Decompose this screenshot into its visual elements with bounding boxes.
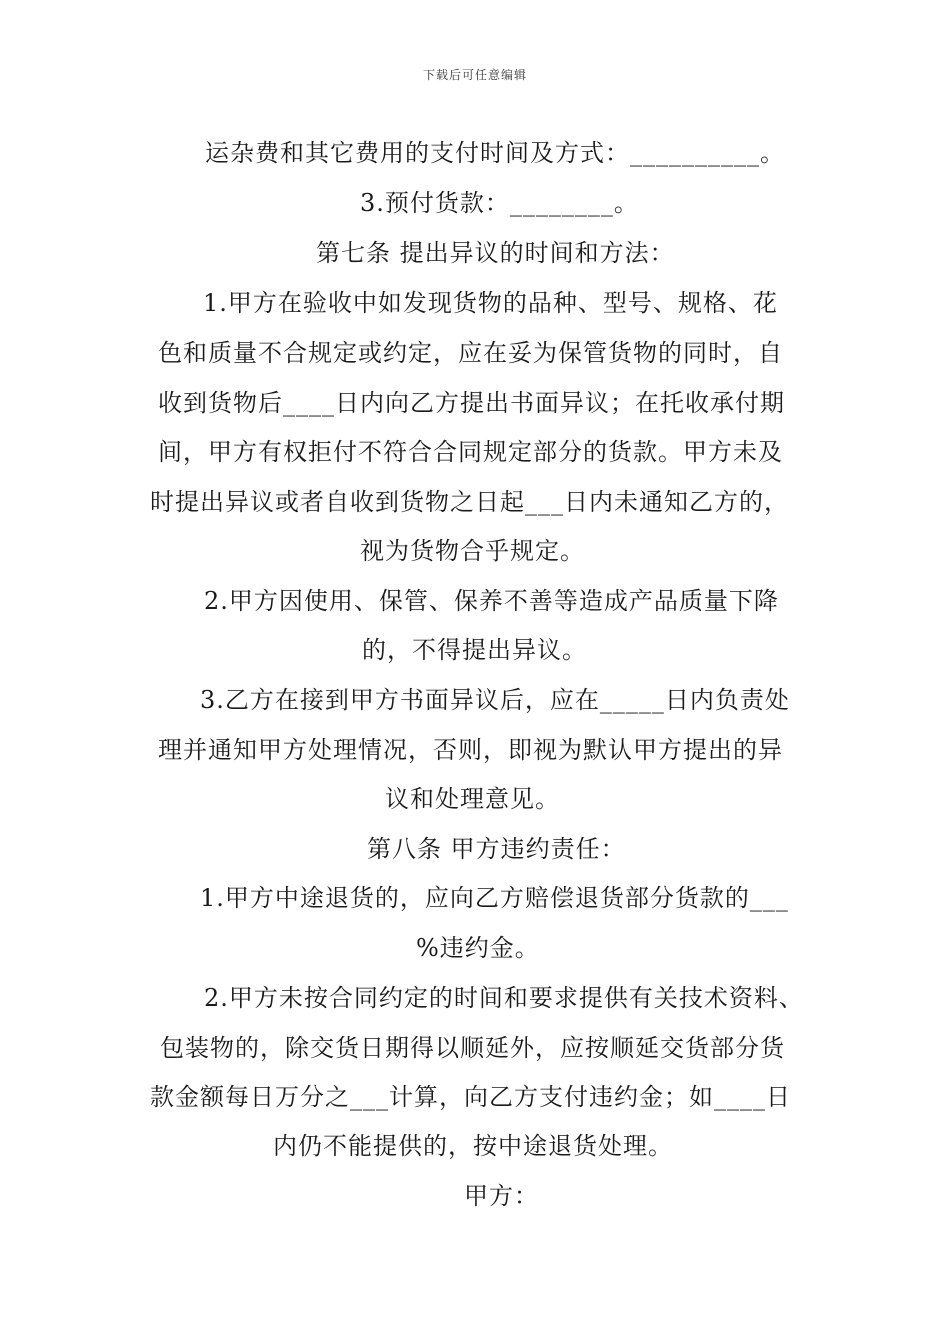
text-line: 色和质量不合规定或约定，应在妥为保管货物的同时，自 <box>158 339 783 367</box>
signature-label: 甲方： <box>464 1182 539 1210</box>
text-line: 2.甲方未按合同约定的时间和要求提供有关技术资料、 <box>204 984 804 1012</box>
text-line: 3.预付货款：________。 <box>360 189 639 217</box>
text-line: %违约金。 <box>416 934 540 962</box>
text-line: 理并通知甲方处理情况，否则，即视为默认甲方提出的异 <box>158 736 783 764</box>
text-line: 内仍不能提供的，按中途退货处理。 <box>273 1132 673 1160</box>
page-header-note: 下载后可任意编辑 <box>422 68 527 82</box>
text-line: 间，甲方有权拒付不符合合同规定部分的货款。甲方未及 <box>158 438 783 466</box>
text-line: 时提出异议或者自收到货物之日起___日内未通知乙方的， <box>150 488 789 516</box>
section-heading: 第八条 甲方违约责任： <box>367 835 626 863</box>
text-line: 1.甲方中途退货的，应向乙方赔偿退货部分货款的___ <box>200 884 789 912</box>
text-line: 1.甲方在验收中如发现货物的品种、型号、规格、花 <box>203 289 778 317</box>
text-line: 视为货物合乎规定。 <box>360 537 585 565</box>
section-heading: 第七条 提出异议的时间和方法： <box>316 239 675 267</box>
text-line: 包装物的，除交货日期得以顺延外，应按顺延交货部分货 <box>160 1034 785 1062</box>
text-line: 收到货物后____日内向乙方提出书面异议；在托收承付期 <box>158 389 785 417</box>
text-line: 议和处理意见。 <box>385 785 560 813</box>
text-line: 运杂费和其它费用的支付时间及方式：__________。 <box>205 139 785 167</box>
text-line: 2.甲方因使用、保管、保养不善等造成产品质量下降 <box>204 587 779 615</box>
text-line: 的，不得提出异议。 <box>362 636 587 664</box>
text-line: 3.乙方在接到甲方书面异议后，应在_____日内负责处 <box>200 686 790 714</box>
text-line: 款金额每日万分之___计算，向乙方支付违约金；如____日 <box>150 1083 791 1111</box>
